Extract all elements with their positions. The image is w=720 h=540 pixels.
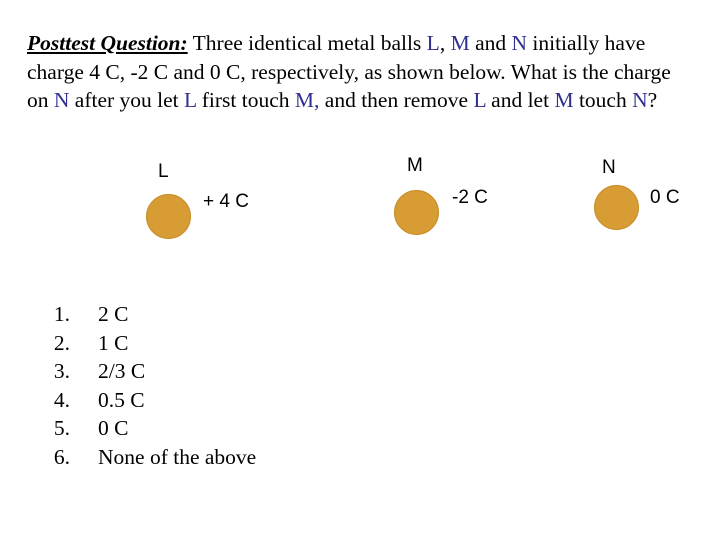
question-fragment: and let <box>485 88 555 112</box>
answer-number: 5. <box>53 416 70 440</box>
question-fragment: initially have charge 4 C, -2 C and 0 C, respectively, as shown below. What is the charge on <box>27 31 671 112</box>
question-fragment: and then remove <box>319 88 474 112</box>
ball-name-ref: L <box>426 31 440 55</box>
answer-text: 1 C <box>98 330 129 355</box>
question-text <box>27 29 697 115</box>
answer-list <box>40 300 256 471</box>
question-fragment: first touch <box>196 88 295 112</box>
answer-option <box>40 300 256 329</box>
ball-n-name: N <box>602 157 616 178</box>
ball-name-ref: M <box>450 31 470 55</box>
answer-number: 6. <box>53 444 70 469</box>
question-fragment: Three identical metal balls <box>187 31 427 55</box>
ball-name-ref: L <box>473 88 486 112</box>
question-fragment: touch <box>573 88 633 112</box>
answer-option <box>40 443 256 472</box>
ball-name-ref: N <box>53 88 70 112</box>
answer-option <box>40 414 256 443</box>
answer-number: 3. <box>53 359 70 383</box>
question-fragment: and <box>469 31 512 55</box>
ball-name-ref: N <box>511 31 528 55</box>
ball-l <box>146 194 191 239</box>
answer-text: 2/3 C <box>98 359 146 383</box>
answer-text: None of the above <box>98 444 257 469</box>
ball-m <box>394 190 439 235</box>
question-fragment: ? <box>647 88 658 112</box>
answer-number: 2. <box>53 330 70 355</box>
answer-text: 0.5 C <box>98 387 145 412</box>
answer-option <box>40 386 256 415</box>
ball-name-ref: N <box>632 88 648 112</box>
question-fragment: , <box>439 31 451 55</box>
ball-n-charge: 0 C <box>650 187 680 208</box>
ball-n <box>594 185 639 230</box>
answer-text: 2 C <box>98 302 129 326</box>
question-lead: Posttest Question: <box>27 31 188 55</box>
answer-number: 1. <box>53 302 70 326</box>
answer-number: 4. <box>53 387 70 412</box>
ball-name-ref: M, <box>294 88 320 112</box>
answer-option <box>40 329 256 358</box>
ball-name-ref: M <box>554 88 574 112</box>
ball-name-ref: L <box>184 88 197 112</box>
ball-l-name: L <box>158 161 169 182</box>
ball-l-charge: + 4 C <box>203 191 249 212</box>
ball-m-name: M <box>407 155 423 176</box>
ball-m-charge: -2 C <box>452 187 488 208</box>
answer-option <box>40 357 256 386</box>
question-fragment: after you let <box>69 88 185 112</box>
answer-text: 0 C <box>98 416 129 440</box>
